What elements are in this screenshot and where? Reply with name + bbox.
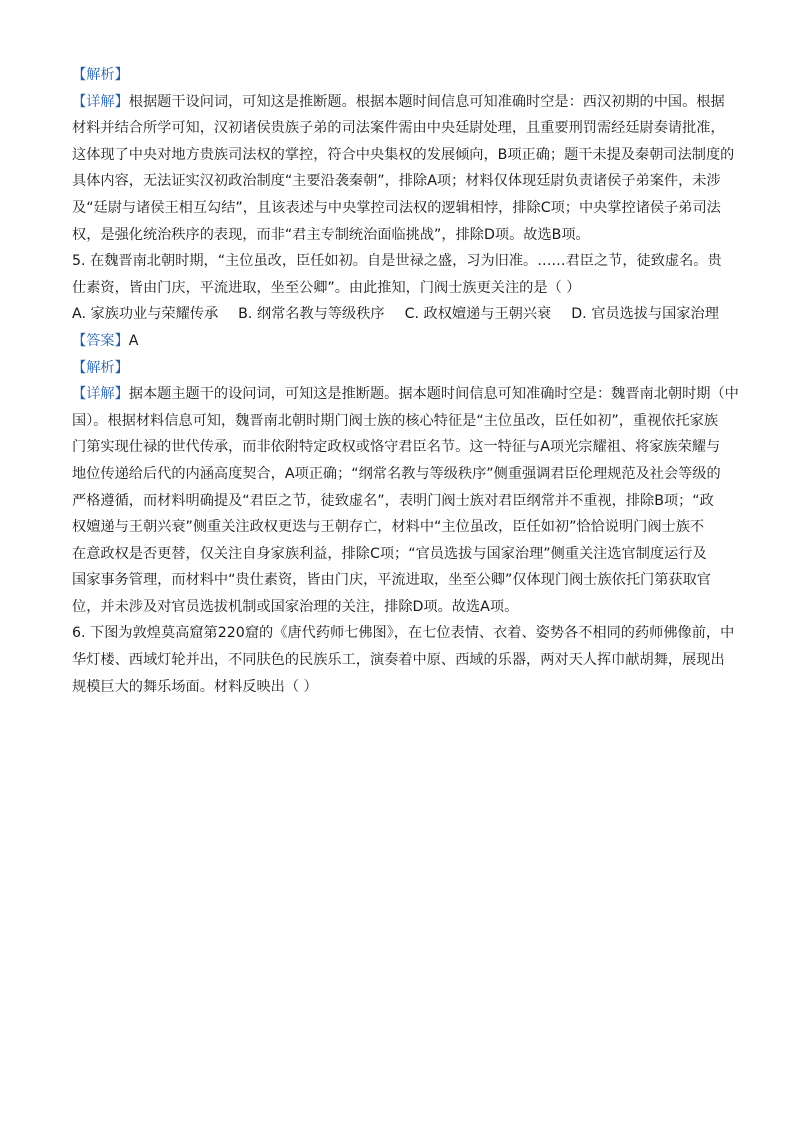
document-page: [72, 62, 739, 700]
detail-line: 权嬗递与王朝兴衰”侧重关注政权更迭与王朝存亡，材料中“主位虽改，臣任如初”恰恰说明门阀士族不: [72, 519, 705, 536]
question-6-stem: 华灯楼、西域灯轮并出，不同肤色的民族乐工，演奏着中原、西域的乐器，两对天人挥巾献胡舞，展现出: [72, 652, 725, 669]
answer-tag: 【答案】: [72, 332, 129, 349]
detail-line: 地位传递给后代的内涵高度契合，A项正确；“纲常名教与等级秩序”侧重强调君臣伦理规范及社会等级的: [72, 465, 721, 482]
detail-line: 及“廷尉与诸侯王相互勾结”，且该表述与中央掌控司法权的逻辑相悖，排除C项；中央掌控诸侯子弟司法: [72, 199, 721, 216]
question-5-options: [72, 301, 722, 328]
analysis-tag: 【解析】: [72, 67, 129, 83]
detail-line: 严格遵循，而材料明确提及“君臣之节，徒致虚名”，表明门阀士族对君臣纲常并不重视，排除B项；“政: [72, 492, 714, 509]
detail-line: 材料并结合所学可知，汉初诸侯贵族子弟的司法案件需由中央廷尉处理，且重要刑罚需经廷尉奏请批准，: [72, 120, 725, 137]
detail-line: 国）。根据材料信息可知，魏晋南北朝时期门阀士族的核心特征是“主位虽改，臣任如初”，重视依托家族: [72, 412, 719, 429]
detail-text: 根据题干设问词，可知这是推断题。根据本题时间信息可知准确时空是：西汉初期的中国。根据: [128, 93, 725, 110]
detail-line: 国家事务管理，而材料中“贵仕素资，皆由门庆，平流进取，坐至公卿”仅体现门阀士族依托门第获取官: [72, 572, 711, 589]
detail-line: [72, 381, 739, 408]
question-5-stem: 5. 在魏晋南北朝时期，“主位虽改，臣任如初。自是世禄之盛，习为旧准。……君臣之节，徒致虚名。贵: [72, 253, 722, 270]
detail-tag: 【详解】: [72, 386, 129, 403]
question-6-stem: 6. 下图为敦煌莫高窟第220窟的《唐代药师七佛图》，在七位表情、衣着、姿势各不相同的药师佛像前，中: [72, 625, 735, 642]
option-d: D. 官员选拔与国家治理: [571, 306, 719, 323]
detail-line: 具体内容，无法证实汉初政治制度“主要沿袭秦朝”，排除A项；材料仅体现廷尉负责诸侯子弟案件，未涉: [72, 173, 721, 190]
option-a: A. 家族功业与荣耀传承: [72, 306, 219, 323]
detail-line: 权，是强化统治秩序的表现，而非“君主专制统治面临挑战”，排除D项。故选B项。: [72, 226, 590, 243]
analysis-tag: 【解析】: [72, 359, 129, 376]
analysis-heading: [72, 355, 722, 382]
detail-text: 据本题主题干的设问词，可知这是推断题。据本题时间信息可知准确时空是：魏晋南北朝时期（中: [128, 386, 739, 403]
detail-line: 门第实现仕禄的世代传承，而非依附特定政权或恪守君臣名节。这一特征与A项光宗耀祖、将家族荣耀与: [72, 439, 721, 456]
detail-tag: 【详解】: [72, 93, 129, 110]
detail-line: 这体现了中央对地方贵族司法权的掌控，符合中央集权的发展倾向，B项正确；题干未提及秦朝司法制度的: [72, 146, 735, 163]
analysis-heading: [72, 62, 722, 89]
answer-value: A: [128, 332, 139, 349]
detail-line: 在意政权是否更替，仅关注自身家族利益，排除C项；“官员选拔与国家治理”侧重关注选官制度运行及: [72, 545, 707, 562]
option-b: B. 纲常名教与等级秩序: [238, 306, 385, 323]
detail-line: 位，并未涉及对官员选拔机制或国家治理的关注，排除D项。故选A项。: [72, 598, 519, 615]
question-6-stem: 规模巨大的舞乐场面。材料反映出（ ）: [72, 678, 318, 695]
answer-line: [72, 328, 722, 355]
option-c: C. 政权嬗递与王朝兴衰: [404, 306, 552, 323]
question-5-stem: 仕素资，皆由门庆，平流进取，坐至公卿”。由此推知，门阀士族更关注的是（ ）: [72, 279, 581, 296]
detail-line: [72, 89, 725, 116]
